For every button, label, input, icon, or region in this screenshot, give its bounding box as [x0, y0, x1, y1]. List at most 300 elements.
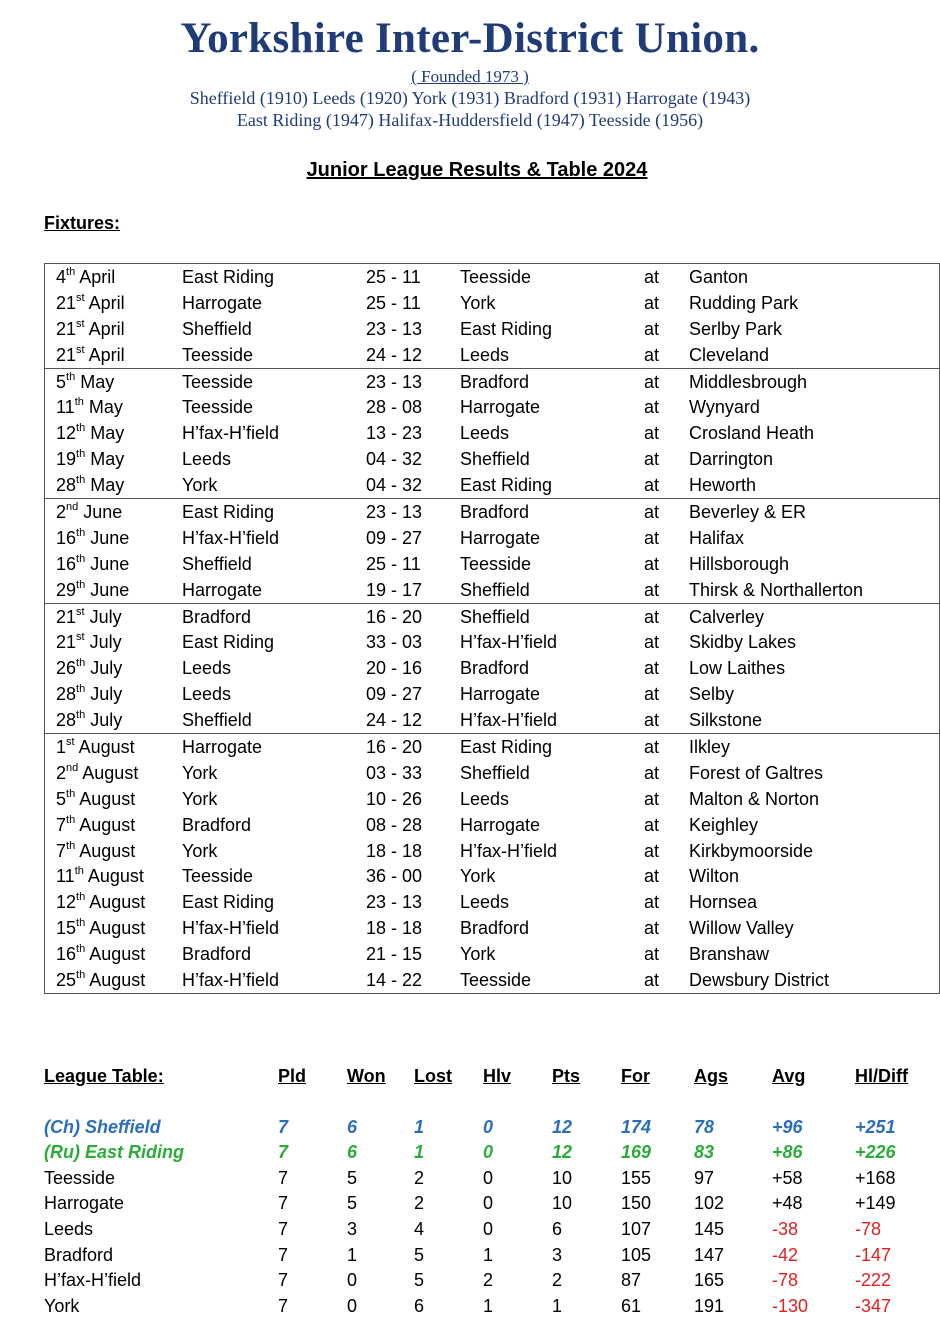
league-cell-won: 0 — [347, 1270, 358, 1291]
header-team: League Table: — [44, 1066, 164, 1086]
fixture-score: 23 - 13 — [366, 318, 423, 339]
fixture-day-suffix: st — [66, 736, 75, 749]
fixture-day-suffix: th — [66, 813, 76, 826]
fixture-home-team: H’fax-H’field — [182, 527, 280, 548]
fixture-day-suffix: th — [76, 422, 86, 435]
fixture-date — [56, 812, 135, 838]
fixture-at: at — [644, 318, 660, 339]
fixture-month: April — [79, 267, 116, 287]
fixture-day-suffix: th — [74, 396, 84, 409]
fixture-score: 25 - 11 — [366, 292, 421, 313]
fixture-day: 7 — [56, 840, 67, 861]
fixture-day-suffix: th — [76, 683, 86, 696]
fixture-month-group — [45, 603, 939, 733]
fixture-home-team: Teesside — [182, 344, 254, 365]
fixture-day-suffix: th — [76, 526, 86, 539]
fixture-date — [56, 655, 122, 681]
fixture-venue: Forest of Galtres — [689, 762, 824, 783]
fixture-away-team: Leeds — [460, 344, 510, 365]
fixture-score: 16 - 20 — [366, 606, 423, 627]
fixture-venue: Dewsbury District — [689, 970, 830, 991]
fixture-at: at — [644, 423, 660, 444]
fixture-venue: Wilton — [689, 866, 740, 887]
fixture-month: May — [90, 423, 125, 444]
fixture-home-team: H’fax-H’field — [182, 423, 280, 444]
league-cell-ags: 145 — [694, 1218, 725, 1239]
fixture-day: 28 — [56, 710, 77, 731]
fixture-home-team: East Riding — [182, 892, 275, 913]
fixture-day: 5 — [56, 371, 67, 392]
league-cell-for: 174 — [621, 1116, 652, 1137]
fixture-month: August — [89, 944, 146, 965]
league-cell-pts: 1 — [552, 1295, 563, 1316]
fixture-score: 28 - 08 — [366, 397, 423, 418]
fixture-month-group — [45, 264, 939, 368]
fixture-day: 12 — [56, 892, 77, 913]
fixture-venue: Cleveland — [689, 344, 770, 365]
fixture-at: at — [644, 918, 660, 939]
fixture-at: at — [644, 475, 660, 496]
fixture-month: April — [88, 344, 125, 365]
fixture-month: May — [80, 371, 115, 392]
fixture-at: at — [644, 397, 660, 418]
league-cell-pld: 7 — [278, 1218, 289, 1239]
league-cell-for: 107 — [621, 1218, 652, 1239]
league-cell-for: 61 — [621, 1295, 642, 1316]
fixture-at: at — [644, 579, 660, 600]
fixture-score: 09 - 27 — [366, 684, 423, 705]
fixture-day: 11 — [56, 397, 75, 418]
fixture-at: at — [644, 840, 660, 861]
fixture-month: July — [89, 632, 122, 653]
fixture-day: 28 — [56, 684, 77, 705]
fixture-home-team: Sheffield — [182, 318, 252, 339]
fixture-day: 21 — [56, 632, 77, 653]
league-cell-pts: 12 — [552, 1116, 573, 1137]
fixture-month: June — [90, 553, 130, 574]
fixture-at: at — [644, 658, 660, 679]
fixture-home-team: York — [182, 840, 218, 861]
fixture-score: 25 - 11 — [366, 553, 421, 574]
fixture-day-suffix: th — [76, 917, 86, 930]
fixture-home-team: York — [182, 788, 218, 809]
fixture-day: 21 — [56, 606, 77, 627]
fixture-row — [45, 577, 939, 603]
fixture-away-team: Bradford — [460, 658, 530, 679]
league-cell-avg: -42 — [772, 1244, 799, 1265]
fixture-month: August — [89, 918, 146, 939]
fixture-home-team: East Riding — [182, 632, 275, 653]
fixture-row — [45, 889, 939, 915]
fixture-away-team: Leeds — [460, 423, 510, 444]
fixture-at: at — [644, 606, 660, 627]
fixture-row — [45, 290, 939, 316]
league-cell-ags: 97 — [694, 1167, 715, 1188]
fixture-at: at — [644, 814, 660, 835]
league-cell-ags: 191 — [694, 1295, 725, 1316]
fixture-day-suffix: st — [76, 317, 85, 330]
fixture-at: at — [644, 502, 660, 523]
league-cell-lost: 2 — [414, 1167, 425, 1188]
fixture-away-team: Bradford — [460, 502, 530, 523]
league-header-row — [0, 1063, 940, 1089]
league-cell-team: Teesside — [44, 1167, 116, 1188]
league-cell-pld: 7 — [278, 1116, 289, 1137]
fixture-date — [56, 760, 138, 786]
fixture-score: 18 - 18 — [366, 918, 423, 939]
fixture-score: 09 - 27 — [366, 527, 423, 548]
league-row — [0, 1267, 940, 1293]
fixture-day: 2 — [56, 502, 67, 523]
league-cell-pld: 7 — [278, 1244, 289, 1265]
fixture-day-suffix: th — [76, 552, 86, 565]
fixture-row — [45, 316, 939, 342]
league-cell-diff: -347 — [855, 1295, 892, 1316]
league-cell-lost: 1 — [414, 1116, 425, 1137]
fixture-date — [56, 342, 125, 368]
league-cell-hlv: 1 — [483, 1244, 494, 1265]
league-cell-pld: 7 — [278, 1167, 289, 1188]
fixture-venue: Thirsk & Northallerton — [689, 579, 864, 600]
fixture-score: 14 - 22 — [366, 970, 423, 991]
fixture-home-team: York — [182, 475, 218, 496]
fixture-at: at — [644, 684, 660, 705]
fixture-home-team: Harrogate — [182, 737, 263, 758]
fixture-row — [45, 707, 939, 733]
league-cell-hlv: 1 — [483, 1295, 494, 1316]
league-row — [0, 1114, 940, 1140]
fixture-home-team: Teesside — [182, 866, 254, 887]
league-cell-won: 0 — [347, 1295, 358, 1316]
league-cell-avg: +86 — [772, 1142, 803, 1163]
fixture-day: 19 — [56, 449, 77, 470]
fixture-month-group — [45, 498, 939, 603]
league-cell-hlv: 0 — [483, 1142, 494, 1163]
fixture-score: 23 - 13 — [366, 892, 423, 913]
fixture-venue: Hillsborough — [689, 553, 790, 574]
fixture-at: at — [644, 762, 660, 783]
league-cell-won: 1 — [347, 1244, 358, 1265]
league-cell-pts: 6 — [552, 1218, 563, 1239]
fixture-venue: Keighley — [689, 814, 759, 835]
fixture-day: 1 — [56, 737, 67, 758]
fixture-month: August — [89, 970, 146, 991]
fixture-away-team: Teesside — [460, 970, 532, 991]
fixture-home-team: Leeds — [182, 684, 232, 705]
fixture-month: July — [90, 658, 123, 679]
fixture-at: at — [644, 553, 660, 574]
fixture-at: at — [644, 344, 660, 365]
fixture-date — [56, 915, 145, 941]
fixture-row — [45, 394, 939, 420]
fixture-away-team: H’fax-H’field — [460, 710, 558, 731]
fixture-at: at — [644, 449, 660, 470]
fixture-away-team: Harrogate — [460, 397, 541, 418]
league-cell-team: H’fax-H’field — [44, 1270, 142, 1291]
members-line-2: East Riding (1947) Halifax-Huddersfield (1947) Teesside (1956) — [236, 110, 704, 130]
fixture-day-suffix: th — [76, 578, 86, 591]
league-cell-diff: +226 — [855, 1142, 896, 1163]
fixture-row — [45, 812, 939, 838]
fixture-home-team: Harrogate — [182, 579, 263, 600]
league-cell-ags: 78 — [694, 1116, 715, 1137]
league-cell-diff: -222 — [855, 1270, 892, 1291]
fixture-away-team: Sheffield — [460, 762, 530, 783]
fixture-day: 7 — [56, 814, 67, 835]
fixture-venue: Skidby Lakes — [689, 632, 797, 653]
fixture-date — [56, 941, 145, 967]
fixture-venue: Hornsea — [689, 892, 758, 913]
league-cell-hlv: 0 — [483, 1116, 494, 1137]
fixture-row — [45, 915, 939, 941]
header-hlv: Hlv — [483, 1066, 512, 1086]
fixture-month: August — [79, 840, 136, 861]
fixture-month: August — [78, 737, 135, 758]
fixture-day-suffix: th — [74, 865, 84, 878]
fixture-at: at — [644, 788, 660, 809]
fixture-date — [56, 551, 129, 577]
fixture-score: 21 - 15 — [366, 944, 423, 965]
league-cell-team: (Ru) East Riding — [44, 1142, 184, 1163]
fixture-score: 24 - 12 — [366, 344, 423, 365]
fixture-home-team: York — [182, 762, 218, 783]
fixture-away-team: Leeds — [460, 892, 510, 913]
fixture-score: 13 - 23 — [366, 423, 423, 444]
fixture-score: 19 - 17 — [366, 579, 423, 600]
fixture-venue: Branshaw — [689, 944, 770, 965]
fixture-away-team: Harrogate — [460, 684, 541, 705]
header-ags: Ags — [694, 1066, 729, 1086]
fixture-venue: Serlby Park — [689, 318, 783, 339]
fixture-home-team: Sheffield — [182, 710, 252, 731]
fixture-venue: Calverley — [689, 606, 765, 627]
league-cell-won: 6 — [347, 1142, 358, 1163]
fixture-venue: Kirkbymoorside — [689, 840, 814, 861]
fixture-row — [45, 967, 939, 993]
fixture-day-suffix: st — [76, 343, 85, 356]
league-cell-diff: -147 — [855, 1244, 892, 1265]
fixture-month: June — [90, 527, 130, 548]
header-diff: Hl/Diff — [855, 1066, 908, 1086]
fixture-month: August — [82, 762, 139, 783]
league-cell-diff: +168 — [855, 1167, 896, 1188]
fixture-month: May — [90, 475, 125, 496]
fixture-row — [45, 342, 939, 368]
fixture-away-team: Bradford — [460, 918, 530, 939]
fixture-venue: Halifax — [689, 527, 745, 548]
header-spacer — [0, 1089, 940, 1114]
fixture-month: July — [90, 684, 123, 705]
league-cell-team: Bradford — [44, 1244, 114, 1265]
fixture-day: 21 — [56, 344, 77, 365]
fixture-day-suffix: th — [76, 943, 86, 956]
fixture-day: 16 — [56, 527, 77, 548]
fixture-away-team: H’fax-H’field — [460, 632, 558, 653]
fixture-row — [45, 369, 939, 395]
fixture-at: at — [644, 292, 660, 313]
members-line-1: Sheffield (1910) Leeds (1920) York (1931) Bradford (1931) Harrogate (1943) — [189, 88, 751, 108]
fixture-date — [56, 446, 124, 472]
league-cell-diff: +149 — [855, 1193, 896, 1214]
league-cell-ags: 102 — [694, 1193, 725, 1214]
league-cell-pts: 2 — [552, 1270, 563, 1291]
league-cell-avg: -130 — [772, 1295, 809, 1316]
fixture-month: April — [88, 318, 125, 339]
fixture-away-team: East Riding — [460, 475, 553, 496]
fixture-day: 2 — [56, 762, 67, 783]
league-cell-avg: -78 — [772, 1270, 799, 1291]
league-cell-pts: 10 — [552, 1167, 573, 1188]
fixture-date — [56, 863, 144, 889]
fixture-date — [56, 316, 125, 342]
fixture-row — [45, 681, 939, 707]
league-cell-avg: -38 — [772, 1218, 799, 1239]
fixture-day: 15 — [56, 918, 77, 939]
league-cell-pld: 7 — [278, 1295, 289, 1316]
fixture-at: at — [644, 970, 660, 991]
league-cell-hlv: 0 — [483, 1167, 494, 1188]
league-cell-team: Leeds — [44, 1218, 94, 1239]
league-cell-won: 6 — [347, 1116, 358, 1137]
fixture-day: 21 — [56, 318, 77, 339]
league-row — [0, 1139, 940, 1165]
fixture-venue: Middlesbrough — [689, 371, 808, 392]
fixture-date — [56, 838, 135, 864]
fixture-away-team: Harrogate — [460, 814, 541, 835]
fixture-away-team: York — [460, 944, 496, 965]
league-cell-avg: +48 — [772, 1193, 803, 1214]
fixture-home-team: Teesside — [182, 371, 254, 392]
league-cell-pts: 3 — [552, 1244, 563, 1265]
fixture-venue: Silkstone — [689, 710, 763, 731]
fixture-at: at — [644, 866, 660, 887]
fixture-row — [45, 838, 939, 864]
fixture-score: 24 - 12 — [366, 710, 423, 731]
league-cell-team: Harrogate — [44, 1193, 125, 1214]
fixture-date — [56, 290, 125, 316]
fixture-date — [56, 707, 122, 733]
header-avg: Avg — [772, 1066, 806, 1086]
header-lost: Lost — [414, 1066, 452, 1086]
league-cell-team: (Ch) Sheffield — [44, 1116, 161, 1137]
league-row — [0, 1242, 940, 1268]
fixture-score: 36 - 00 — [366, 866, 423, 887]
fixture-month: May — [90, 449, 125, 470]
fixture-row — [45, 734, 939, 760]
fixture-score: 04 - 32 — [366, 475, 423, 496]
fixture-day-suffix: th — [66, 839, 76, 852]
fixture-score: 18 - 18 — [366, 840, 423, 861]
fixture-day-suffix: th — [66, 370, 76, 383]
fixture-row — [45, 786, 939, 812]
league-cell-pts: 10 — [552, 1193, 573, 1214]
league-cell-hlv: 0 — [483, 1218, 494, 1239]
fixture-home-team: Bradford — [182, 814, 252, 835]
fixture-home-team: H’fax-H’field — [182, 918, 280, 939]
fixture-venue: Rudding Park — [689, 292, 799, 313]
fixture-venue: Malton & Norton — [689, 788, 820, 809]
fixture-venue: Wynyard — [689, 397, 760, 418]
fixture-day-suffix: th — [66, 266, 76, 278]
fixture-away-team: Bradford — [460, 371, 530, 392]
fixture-month: June — [83, 502, 123, 523]
fixture-month: May — [88, 397, 123, 418]
fixture-day-suffix: nd — [66, 761, 79, 774]
fixture-home-team: Bradford — [182, 606, 252, 627]
fixture-home-team: Leeds — [182, 658, 232, 679]
document-header — [0, 14, 940, 131]
fixture-at: at — [644, 892, 660, 913]
fixture-away-team: H’fax-H’field — [460, 840, 558, 861]
fixture-date — [56, 369, 114, 395]
fixture-venue: Selby — [689, 684, 735, 705]
league-cell-won: 5 — [347, 1167, 358, 1188]
fixture-day-suffix: th — [76, 657, 86, 670]
league-row — [0, 1216, 940, 1242]
fixture-home-team: East Riding — [182, 267, 275, 287]
fixture-away-team: East Riding — [460, 737, 553, 758]
fixture-date — [56, 525, 129, 551]
league-cell-ags: 165 — [694, 1270, 725, 1291]
fixture-score: 08 - 28 — [366, 814, 423, 835]
fixture-away-team: Sheffield — [460, 606, 530, 627]
fixture-day-suffix: st — [76, 605, 85, 618]
fixture-row — [45, 420, 939, 446]
fixture-month: August — [79, 788, 136, 809]
fixture-day: 28 — [56, 475, 77, 496]
league-cell-won: 3 — [347, 1218, 358, 1239]
fixture-day: 21 — [56, 292, 77, 313]
league-row — [0, 1190, 940, 1216]
fixture-day-suffix: th — [76, 474, 86, 487]
document-title: Junior League Results & Table 2024 — [306, 159, 648, 181]
fixture-at: at — [644, 944, 660, 965]
fixture-score: 16 - 20 — [366, 737, 423, 758]
league-cell-diff: +251 — [855, 1116, 896, 1137]
fixture-date — [56, 472, 124, 498]
league-cell-avg: +58 — [772, 1167, 803, 1188]
fixture-at: at — [644, 632, 660, 653]
fixture-row — [45, 941, 939, 967]
fixture-day-suffix: th — [76, 891, 86, 904]
fixture-day: 29 — [56, 579, 77, 600]
league-cell-for: 105 — [621, 1244, 652, 1265]
fixture-day-suffix: th — [76, 448, 86, 461]
fixture-date — [56, 889, 145, 915]
fixtures-heading: Fixtures: — [44, 213, 121, 233]
fixture-date — [56, 394, 123, 420]
fixture-day: 16 — [56, 553, 77, 574]
organisation-name: Yorkshire Inter-District Union. — [180, 15, 760, 62]
fixture-row — [45, 760, 939, 786]
fixture-date — [56, 420, 124, 446]
league-cell-lost: 2 — [414, 1193, 425, 1214]
league-cell-lost: 1 — [414, 1142, 425, 1163]
fixture-day: 4 — [56, 267, 67, 287]
league-cell-team: York — [44, 1295, 80, 1316]
fixture-day: 12 — [56, 423, 77, 444]
header-for: For — [621, 1066, 650, 1086]
fixture-month: July — [90, 710, 123, 731]
header-won: Won — [347, 1066, 386, 1086]
fixture-day-suffix: st — [76, 631, 85, 644]
league-cell-won: 5 — [347, 1193, 358, 1214]
fixture-at: at — [644, 710, 660, 731]
fixture-row — [45, 472, 939, 498]
fixture-score: 20 - 16 — [366, 658, 423, 679]
fixture-venue: Heworth — [689, 475, 757, 496]
fixture-date — [56, 629, 122, 655]
